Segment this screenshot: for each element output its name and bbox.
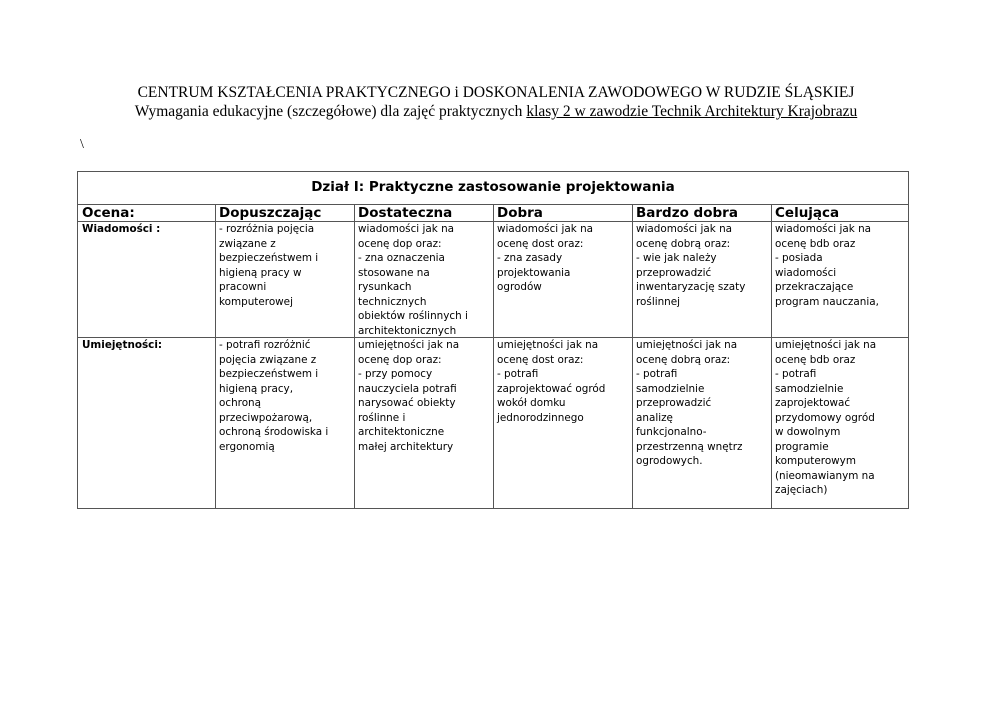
table-cell: wiadomości jak na ocenę bdb oraz - posiada wiadomości przekraczające program nauczania, — [775, 223, 879, 308]
row-label-wiadomosci: Wiadomości : — [82, 223, 161, 235]
column-header-celujaca: Celująca — [775, 205, 840, 221]
column-header-bardzo-dobra: Bardzo dobra — [636, 205, 738, 221]
document-subtitle — [0, 102, 992, 121]
table-title: Dział I: Praktyczne zastosowanie projektowania — [78, 172, 908, 205]
subtitle-class-name: klasy 2 w zawodzie Technik Architektury Krajobrazu — [526, 103, 858, 120]
column-header-dopuszczajacy: Dopuszczając — [219, 205, 322, 221]
column-header-dobra: Dobra — [497, 205, 543, 221]
table-cell: wiadomości jak na ocenę dop oraz: - zna oznaczenia stosowane na rysunkach technicznych obiektów roślinnych i architektonicznych — [358, 223, 468, 337]
document-header — [0, 83, 992, 121]
institution-title: CENTRUM KSZTAŁCENIA PRAKTYCZNEGO i DOSKONALENIA ZAWODOWEGO W RUDZIE ŚLĄSKIEJ — [137, 84, 855, 101]
table-cell: umiejętności jak na ocenę bdb oraz - potrafi samodzielnie zaprojektować przydomowy ogród w dowolnym programie komputerowym (nieomawianym na zajęciach) — [775, 339, 877, 496]
subtitle-text: Wymagania edukacyjne (szczegółowe) dla zajęć praktycznych — [134, 103, 527, 120]
column-header-ocena: Ocena: — [82, 205, 135, 221]
table-cell: umiejętności jak na ocenę dop oraz: - przy pomocy nauczyciela potrafi narysować obiekty roślinne i architektoniczne małej architektury — [358, 339, 460, 453]
table-cell: umiejętności jak na ocenę dost oraz: - potrafi zaprojektować ogród wokół domku jednorodzinnego — [497, 339, 606, 424]
table-cell: wiadomości jak na ocenę dobrą oraz: - wie jak należy przeprowadzić inwentaryzację szaty roślinnej — [636, 223, 746, 308]
row-label-umiejetnosci: Umiejętności: — [82, 339, 163, 351]
table-cell: - potrafi rozróżnić pojęcia związane z bezpieczeństwem i higieną pracy, ochroną przeciwpożarową, ochroną środowiska i ergonomią — [219, 339, 329, 453]
column-header-dostateczna: Dostateczna — [358, 205, 453, 221]
table-cell: - rozróżnia pojęcia związane z bezpieczeństwem i higieną pracy w pracowni komputerowej — [219, 223, 319, 308]
table-cell: umiejętności jak na ocenę dobrą oraz: - potrafi samodzielnie przeprowadzić analizę funkcjonalno- przestrzenną wnętrz ogrodowych. — [636, 339, 743, 467]
requirements-table — [77, 171, 909, 509]
stray-mark: \ — [80, 137, 84, 152]
table-cell: wiadomości jak na ocenę dost oraz: - zna zasady projektowania ogrodów — [497, 223, 594, 293]
